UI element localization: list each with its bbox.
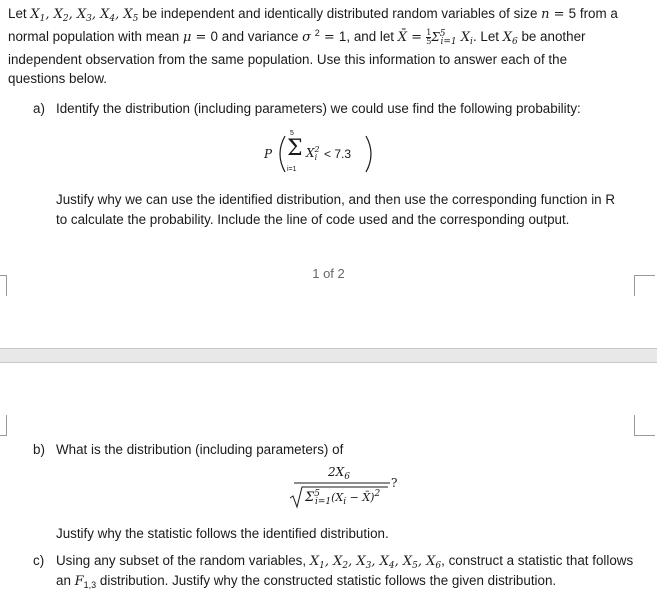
- denominator-left: (X: [331, 491, 344, 504]
- var-list: $X_1$, $X_2$, $X_3$, $X_4$, $X_5$: [30, 7, 139, 24]
- intro-text: , and let: [346, 29, 398, 44]
- question-c-line-1: [56, 553, 633, 569]
- denominator-exponent: 2: [374, 489, 381, 499]
- question-b-text: What is the distribution (including parameters) of: [56, 442, 344, 457]
- question-b-label: b): [33, 442, 45, 457]
- question-a-justify-line-1: Justify why we can use the identified distribution, and then use the corresponding function in R: [56, 192, 616, 207]
- formula-p: P: [264, 147, 273, 161]
- sigma-symbol: σ: [302, 30, 311, 45]
- crop-mark: [0, 415, 7, 436]
- right-paren: [366, 136, 371, 172]
- fraction-denominator: $\Sigma^5_{i=1}(X_i$ − X̄)$^2$: [305, 489, 381, 507]
- sum-lower-limit: i=1: [287, 166, 297, 173]
- page-separator: [0, 348, 657, 363]
- intro-text: Let: [8, 6, 31, 21]
- sample-size-value: 5: [568, 6, 577, 21]
- variance-exponent: 2: [314, 28, 320, 38]
- var-list-6: $X_1$, $X_2$, $X_3$, $X_4$, $X_5$, $X_6$: [309, 554, 442, 571]
- left-paren: [280, 136, 285, 172]
- question-b-justify: Justify why the statistic follows the identified distribution.: [56, 526, 389, 541]
- document-page-2: [0, 363, 657, 602]
- squared-term: $X^2_i$: [306, 145, 320, 162]
- sigma-sum-icon: Σ: [287, 136, 303, 161]
- intro-text: from a: [576, 6, 618, 21]
- equals-sign: =: [549, 7, 569, 22]
- f-symbol: F: [74, 574, 84, 589]
- question-mark: ?: [391, 476, 398, 490]
- intro-line-3: independent observation from the same population. Use this information to answer each of the: [8, 52, 568, 67]
- x6-symbol: $X_6$: [502, 30, 518, 47]
- variance-value: 1: [338, 29, 347, 44]
- question-a-label: a): [33, 101, 45, 116]
- question-a-text: Identify the distribution (including parameters) we could use find the following probability:: [56, 101, 581, 116]
- question-c-line-2: [56, 573, 556, 589]
- equals-sign: =: [191, 30, 211, 45]
- intro-line-2: [8, 29, 585, 46]
- crop-mark: [0, 275, 7, 296]
- crop-mark: [634, 415, 655, 436]
- probability-formula: [258, 128, 378, 180]
- numerator-text: 2X: [328, 465, 345, 479]
- question-c-label: c): [33, 553, 45, 568]
- intro-text: normal population with mean: [8, 29, 183, 44]
- formula-brackets: [258, 128, 378, 180]
- question-c-text: Using any subset of the random variables,: [56, 553, 310, 568]
- denominator-mid: − X̄): [346, 491, 375, 504]
- question-c-text: distribution. Justify why the constructed statistic follows the given distribution.: [96, 573, 557, 588]
- question-c-text: an: [56, 573, 75, 588]
- intro-line-1: [8, 6, 618, 22]
- f-degrees: 1,3: [83, 580, 97, 590]
- mean-value: 0: [210, 29, 218, 44]
- formula-rhs: < 7.3: [324, 147, 352, 161]
- xbar-definition: X̄ = $\frac{1}{5}$ $\Sigma^5_{i=1}$ $X_i$: [397, 28, 473, 47]
- sample-size-symbol: n: [541, 7, 550, 22]
- intro-line-4: questions below.: [8, 71, 108, 86]
- mean-symbol: μ: [182, 30, 192, 45]
- question-c-text: , construct a statistic that follows: [441, 553, 634, 568]
- intro-text: be another: [517, 29, 586, 44]
- equals-sign: =: [319, 30, 339, 45]
- page-indicator: 1 of 2: [312, 266, 345, 281]
- statistic-formula: [286, 463, 406, 513]
- intro-text: . Let: [472, 29, 503, 44]
- numerator-subscript: 6: [344, 472, 350, 482]
- crop-mark: [634, 275, 655, 296]
- sum-upper-limit: 5: [290, 130, 294, 137]
- intro-text: and variance: [218, 29, 303, 44]
- intro-text: be independent and identically distributed random variables of size: [138, 6, 542, 21]
- question-a-justify-line-2: to calculate the probability. Include the line of code used and the corresponding output.: [56, 212, 570, 227]
- x-symbol: X: [306, 146, 315, 160]
